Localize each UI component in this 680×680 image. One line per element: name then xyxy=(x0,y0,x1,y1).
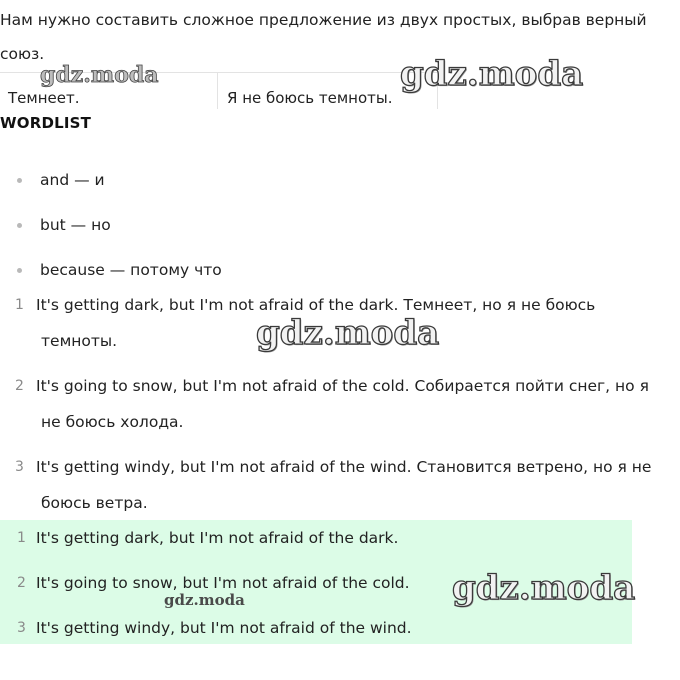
list-item-label: and — и xyxy=(40,171,105,189)
item-number: 3 xyxy=(15,459,24,475)
bullet-icon xyxy=(17,268,22,273)
item-number: 2 xyxy=(17,575,26,591)
intro-text-line1: Нам нужно составить сложное предложение из двух простых, выбрав верный xyxy=(0,11,647,29)
intro-text-line2: союз. xyxy=(0,45,45,63)
translation-line: боюсь ветра. xyxy=(41,494,148,512)
answer-item xyxy=(0,520,632,556)
translation-line: It's going to snow, but I'm not afraid of the cold. Собирается пойти снег, но я xyxy=(36,377,649,395)
bullet-icon xyxy=(17,178,22,183)
watermark-logo: gdz.moda xyxy=(40,62,159,88)
item-number: 2 xyxy=(15,378,24,394)
answer-text: It's getting dark, but I'm not afraid of the dark. xyxy=(36,529,399,547)
table-cell: Я не боюсь темноты. xyxy=(218,73,438,109)
item-number: 3 xyxy=(17,620,26,636)
list-item-label: because — потому что xyxy=(40,261,222,279)
wordlist-title: WORDLIST xyxy=(0,114,92,132)
translation-line: It's getting dark, but I'm not afraid of the dark. Темнеет, но я не боюсь xyxy=(36,296,596,314)
bullet-icon xyxy=(17,223,22,228)
translation-line: темноты. xyxy=(41,332,118,350)
watermark-logo: gdz.moda xyxy=(164,591,245,609)
list-item-label: but — но xyxy=(40,216,111,234)
watermark-logo: gdz.moda xyxy=(400,54,584,94)
table-cell: Темнеет. xyxy=(0,73,218,109)
answer-text: It's going to snow, but I'm not afraid of the cold. xyxy=(36,574,410,592)
answer-item xyxy=(0,610,632,646)
translation-line: не боюсь холода. xyxy=(41,413,184,431)
translation-line: It's getting windy, but I'm not afraid of the wind. Становится ветрено, но я не xyxy=(36,458,652,476)
watermark-logo: gdz.moda xyxy=(452,568,636,608)
watermark-logo: gdz.moda xyxy=(256,313,440,353)
answer-text: It's getting windy, but I'm not afraid of the wind. xyxy=(36,619,412,637)
item-number: 1 xyxy=(15,297,24,313)
item-number: 1 xyxy=(17,530,26,546)
